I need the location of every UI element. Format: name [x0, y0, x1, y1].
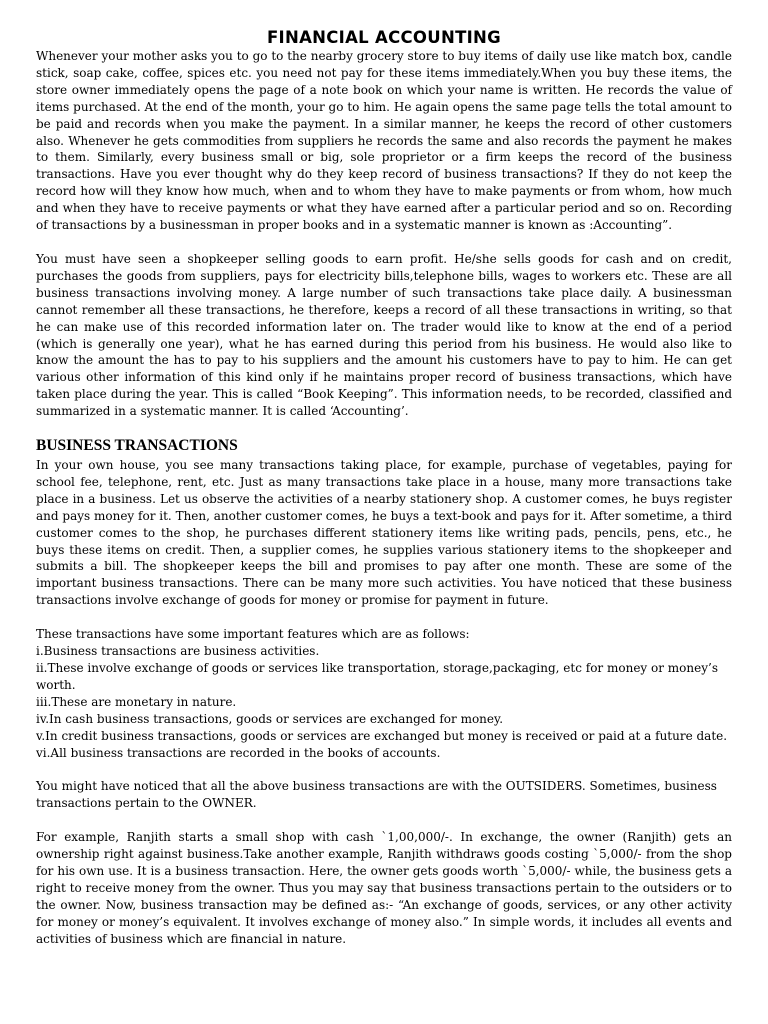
list-item: iv.In cash business transactions, goods or services are exchanged for money. [36, 711, 504, 726]
section-heading: BUSINESS TRANSACTIONS [36, 437, 238, 455]
intro-paragraph-2: You must have seen a shopkeeper selling goods to earn profit. He/she sells goods for cash and on credit, purchases the goods from suppliers, pays for electricity bills,telephone bills, wages to workers etc. These are all business transactions involving money. A large number of such transactions take place daily. A businessman cannot remember all these transactions, he therefore, keeps a record of all these transactions in writing, so that he can make use of this recorded information later on. The trader would like to know at the end of a period (which is generally one year), what he has earned during this period from his business. He would also like to know the amount the has to pay to his suppliers and the amount his customers have to pay to him. He can get various other information of this kind only if he maintains proper record of business transactions, which have taken place during the year. This is called “Book Keeping”. This information needs, to be recorded, classified and summarized in a systematic manner. It is called ‘Accounting’. [36, 251, 732, 419]
list-item: v.In credit business transactions, goods or services are exchanged but money is received or paid at a future date. [36, 728, 728, 743]
page-title: FINANCIAL ACCOUNTING [266, 28, 502, 47]
outsiders-paragraph: You might have noticed that all the above business transactions are with the OUTSIDERS. Sometimes, business transactions pertain to the OWNER. [36, 779, 717, 811]
list-item: vi.All business transactions are recorded in the books of accounts. [36, 745, 441, 760]
list-item: iii.These are monetary in nature. [36, 694, 237, 709]
document-page [36, 28, 732, 965]
list-item: ii.These involve exchange of goods or services like transportation, storage,packaging, etc for money or money’s worth. [36, 661, 718, 692]
features-intro: These transactions have some important features which are as follows: [36, 627, 470, 642]
features-list [36, 643, 732, 761]
section-paragraph: In your own house, you see many transactions taking place, for example, purchase of vegetables, paying for school fee, telephone, rent, etc. Just as many transactions take place in a house, many more transactions take place in a business. Let us observe the activities of a nearby stationery shop. A customer comes, he buys register and pays money for it. Then, another customer comes, he buys a text-book and pays for it. After sometime, a third customer comes to the shop, he purchases different stationery items like writing pads, pencils, pens, etc., he buys these items on credit. Then, a supplier comes, he supplies various stationery items to the shopkeeper and submits a bill. The shopkeeper keeps the bill and promises to pay after one month. These are some of the important business transactions. There can be many more such activities. You have noticed that these business transactions involve exchange of goods for money or promise for payment in future. [36, 458, 732, 608]
example-paragraph: For example, Ranjith starts a small shop with cash `1,00,000/-. In exchange, the owner (Ranjith) gets an ownership right against business.Take another example, Ranjith withdraws goods costing `5,000/- from the shop for his own use. It is a business transaction. Here, the owner gets goods worth `5,000/- while, the business gets a right to receive money from the owner. Thus you may say that business transactions pertain to the outsiders or to the owner. Now, business transaction may be defined as:- “An exchange of goods, services, or any other activity for money or money’s equivalent. It involves exchange of money also.” In simple words, it includes all events and activities of business which are financial in nature. [36, 830, 732, 946]
intro-paragraph-1: Whenever your mother asks you to go to the nearby grocery store to buy items of daily use like match box, candle stick, soap cake, coffee, spices etc. you need not pay for these items immediately.When you buy these items, the store owner immediately opens the page of a note book on which your name is written. He records the value of items purchased. At the end of the month, your go to him. He again opens the same page tells the total amount to be paid and records when you make the payment. In a similar manner, he keeps the record of other customers also. Whenever he gets commodities from suppliers he records the same and also records the payment he makes to them. Similarly, every business small or big, sole proprietor or a firm keeps the record of the business transactions. Have you ever thought why do they keep record of business transactions? If they do not keep the record how will they know how much, when and to whom they have to make payments or from whom, how much and when they have to receive payments or what they have earned after a particular period and so on. Recording of transactions by a businessman in proper books and in a systematic manner is known as :Accounting”. [36, 49, 732, 233]
list-item: i.Business transactions are business activities. [36, 644, 320, 659]
